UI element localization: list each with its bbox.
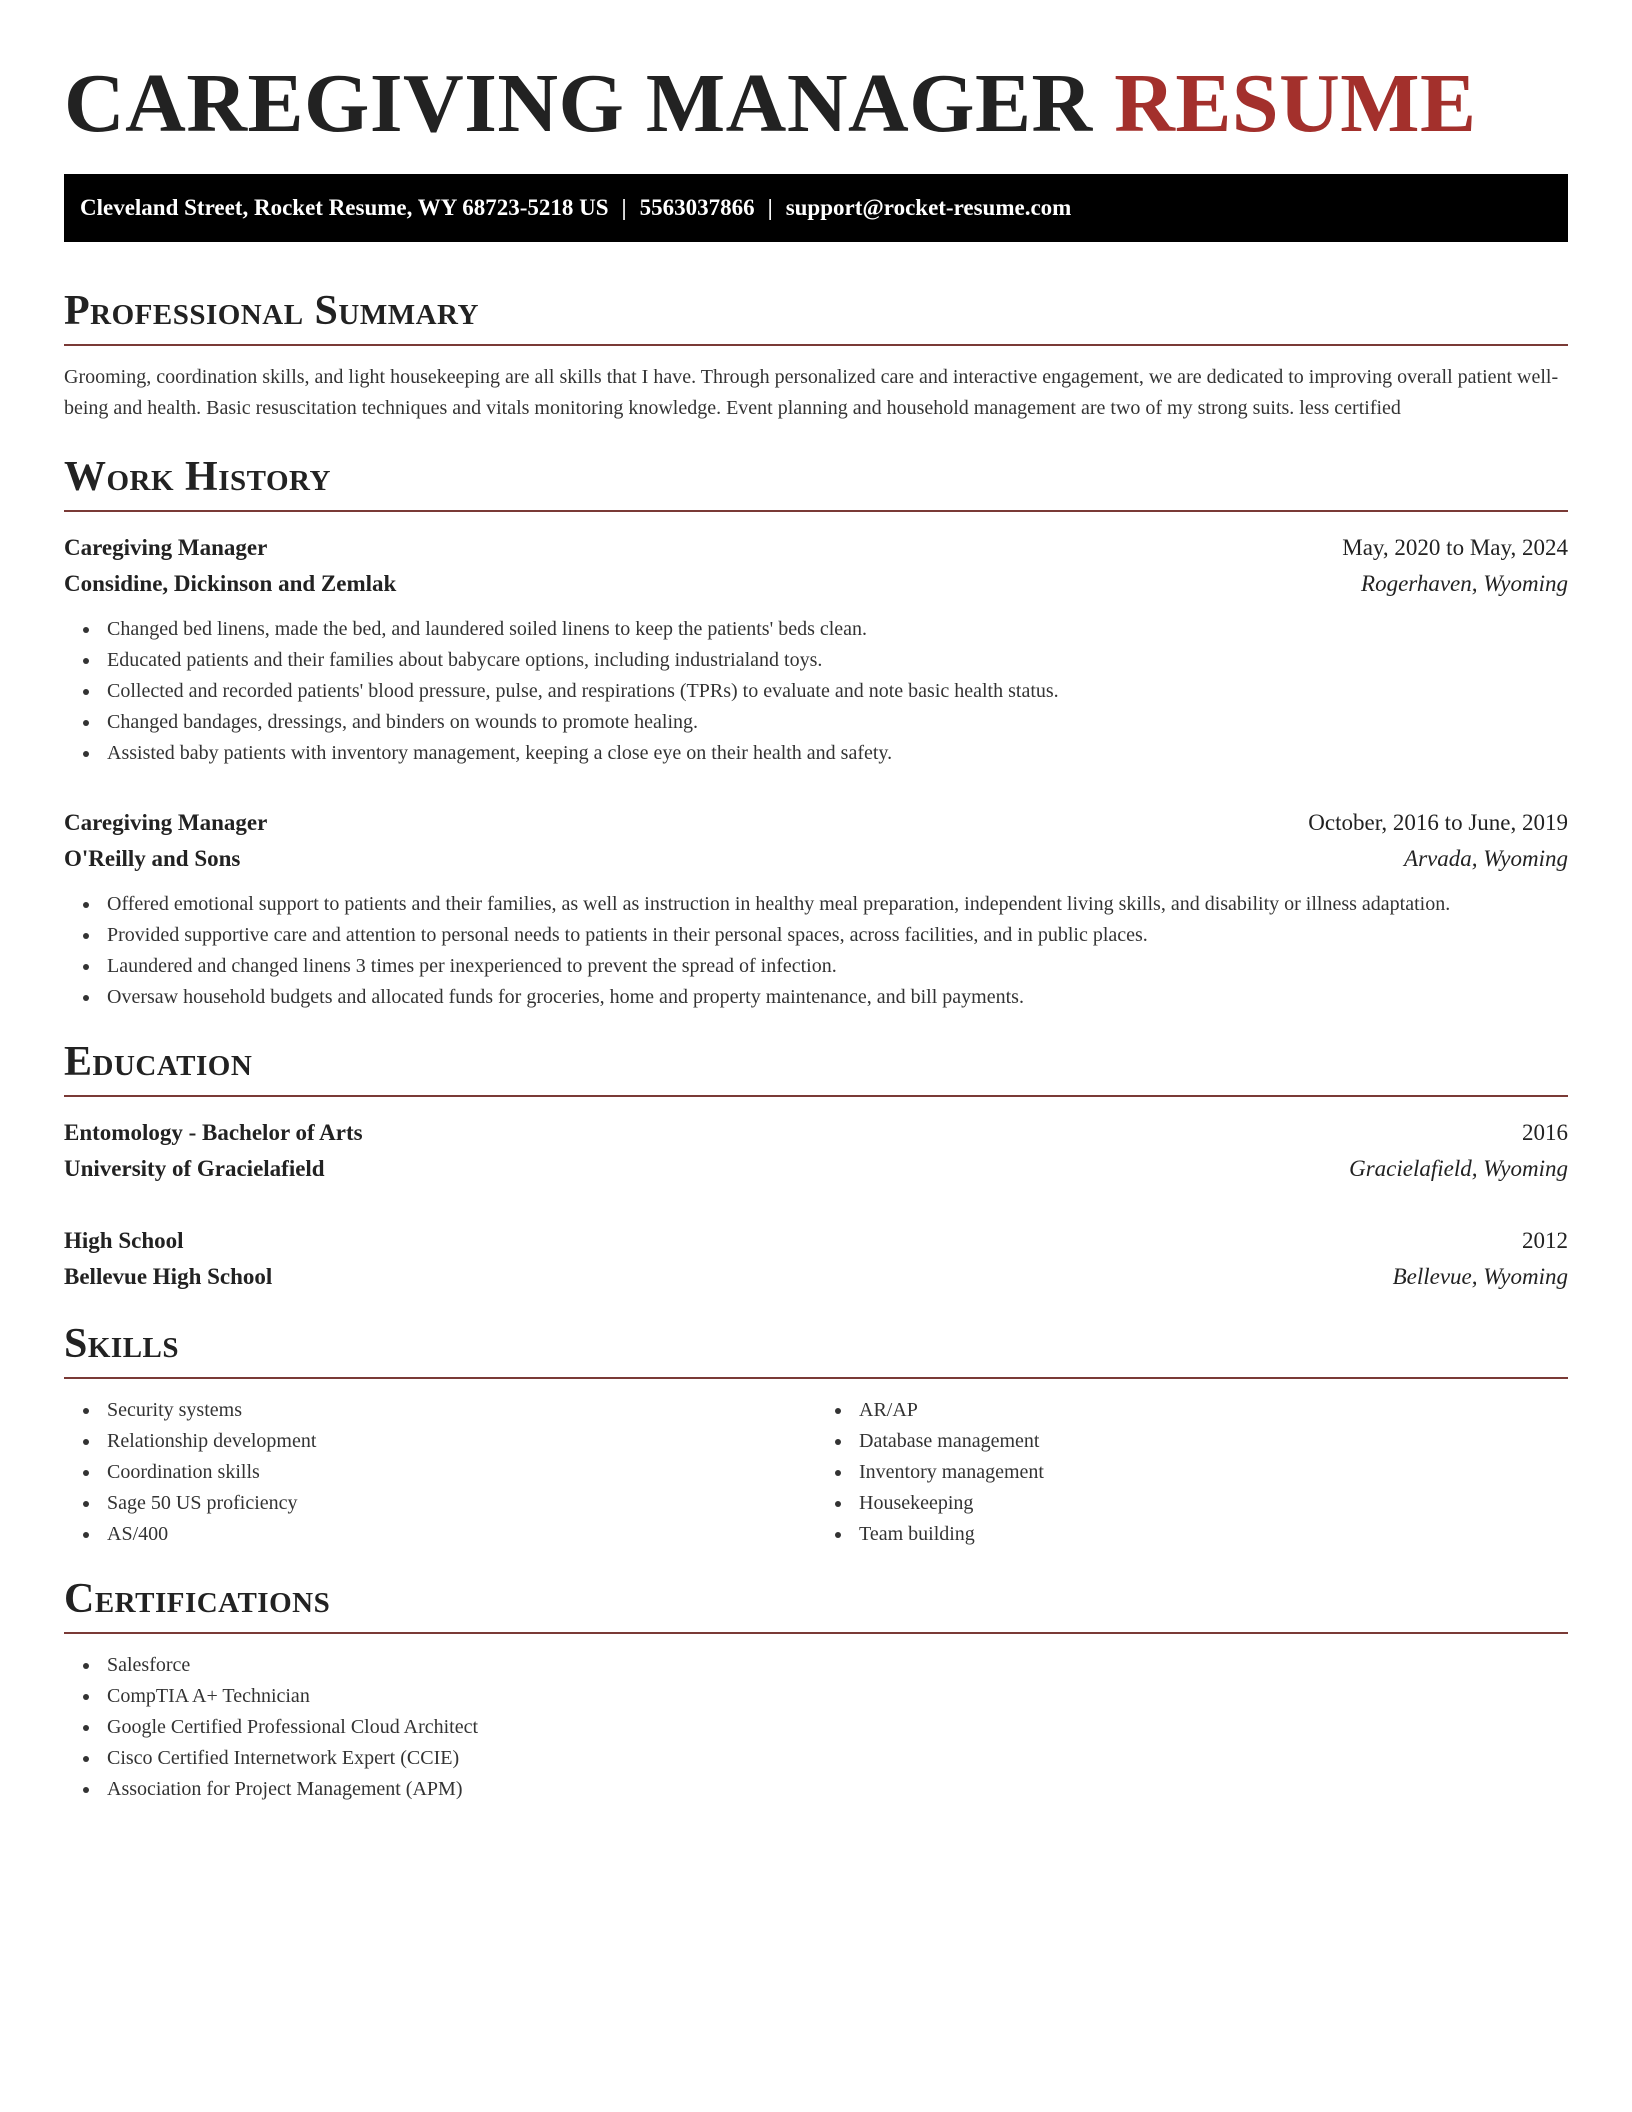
skills-section [64,1319,1568,1550]
job-header-row [64,530,1568,566]
list-item: Offered emotional support to patients and their families, as well as instruction in healthy meal preparation, independent living skills, and disability or illness adaptation. [107,889,1568,920]
summary-text: Grooming, coordination skills, and light housekeeping are all skills that I have. Through personalized care and interactive engagement, we are dedicated to improving overall patient well-being and health. Basic resuscitation techniques and vitals monitoring knowledge. Event planning and household management are two of my strong suits. less certified [64,366,1559,419]
job-title: Caregiving Manager [64,810,268,835]
list-item: Inventory management [859,1457,1568,1488]
list-item: Assisted baby patients with inventory management, keeping a close eye on their health and safety. [107,738,1568,769]
education-school: Bellevue High School [64,1264,273,1289]
skills-list-right [816,1395,1568,1550]
summary-section [64,286,1568,424]
section-heading-certifications: Certifications [64,1574,1568,1634]
list-item: Google Certified Professional Cloud Architect [107,1712,1568,1743]
list-item: Provided supportive care and attention to personal needs to patients in their personal spaces, across facilities, and in public places. [107,920,1568,951]
section-heading-summary: Professional Summary [64,286,1568,346]
contact-address: Cleveland Street, Rocket Resume, WY 68723-5218 US [80,195,609,220]
list-item: Association for Project Management (APM) [107,1774,1568,1805]
job-dates: May, 2020 to May, 2024 [1342,535,1568,560]
job-entry [64,530,1568,769]
job-company: O'Reilly and Sons [64,846,241,871]
resume-page [64,0,1568,1805]
contact-phone: 5563037866 [639,195,755,220]
skills-grid [64,1395,1568,1550]
contact-separator: | [621,195,627,220]
education-entry [64,1115,1568,1187]
section-heading-work: Work History [64,452,1568,512]
education-year: 2012 [1522,1228,1568,1253]
list-item: Housekeeping [859,1488,1568,1519]
job-location: Rogerhaven, Wyoming [1361,571,1568,596]
list-item: Changed bed linens, made the bed, and laundered soiled linens to keep the patients' beds clean. [107,614,1568,645]
list-item: Salesforce [107,1650,1568,1681]
job-company-row [64,841,1568,877]
job-duties-list [64,889,1568,1013]
list-item: Coordination skills [107,1457,816,1488]
education-degree-row [64,1223,1568,1259]
education-school-row [64,1259,1568,1295]
job-header-row [64,805,1568,841]
list-item: Team building [859,1519,1568,1550]
skills-list-left [64,1395,816,1550]
job-location: Arvada, Wyoming [1404,846,1568,871]
education-degree: Entomology - Bachelor of Arts [64,1120,363,1145]
list-item: Collected and recorded patients' blood pressure, pulse, and respirations (TPRs) to evaluate and note basic health status. [107,676,1568,707]
contact-separator: | [767,195,773,220]
list-item: CompTIA A+ Technician [107,1681,1568,1712]
education-location: Bellevue, Wyoming [1392,1264,1568,1289]
title-accent: RESUME [1114,57,1477,150]
list-item: Changed bandages, dressings, and binders on wounds to promote healing. [107,707,1568,738]
list-item: Database management [859,1426,1568,1457]
certifications-section [64,1574,1568,1805]
section-heading-education: Education [64,1037,1568,1097]
list-item: Laundered and changed linens 3 times per inexperienced to prevent the spread of infection. [107,951,1568,982]
resume-title [64,0,1568,150]
job-dates: October, 2016 to June, 2019 [1308,810,1568,835]
title-main: CAREGIVING MANAGER [64,57,1093,150]
job-company: Considine, Dickinson and Zemlak [64,571,397,596]
education-location: Gracielafield, Wyoming [1349,1156,1568,1181]
education-school-row [64,1151,1568,1187]
contact-bar [64,174,1568,242]
job-entry [64,805,1568,1013]
education-section [64,1037,1568,1295]
list-item: Oversaw household budgets and allocated funds for groceries, home and property maintenance, and bill payments. [107,982,1568,1013]
education-entry [64,1223,1568,1295]
job-title: Caregiving Manager [64,535,268,560]
list-item: AS/400 [107,1519,816,1550]
job-duties-list [64,614,1568,769]
contact-email[interactable]: support@rocket-resume.com [785,195,1072,220]
education-degree-row [64,1115,1568,1151]
work-history-section [64,452,1568,1013]
education-school: University of Gracielafield [64,1156,325,1181]
certifications-list [64,1650,1568,1805]
list-item: Security systems [107,1395,816,1426]
list-item: AR/AP [859,1395,1568,1426]
education-degree: High School [64,1228,184,1253]
section-heading-skills: Skills [64,1319,1568,1379]
job-company-row [64,566,1568,602]
list-item: Relationship development [107,1426,816,1457]
list-item: Educated patients and their families about babycare options, including industrialand toys. [107,645,1568,676]
education-year: 2016 [1522,1120,1568,1145]
list-item: Cisco Certified Internetwork Expert (CCIE) [107,1743,1568,1774]
list-item: Sage 50 US proficiency [107,1488,816,1519]
